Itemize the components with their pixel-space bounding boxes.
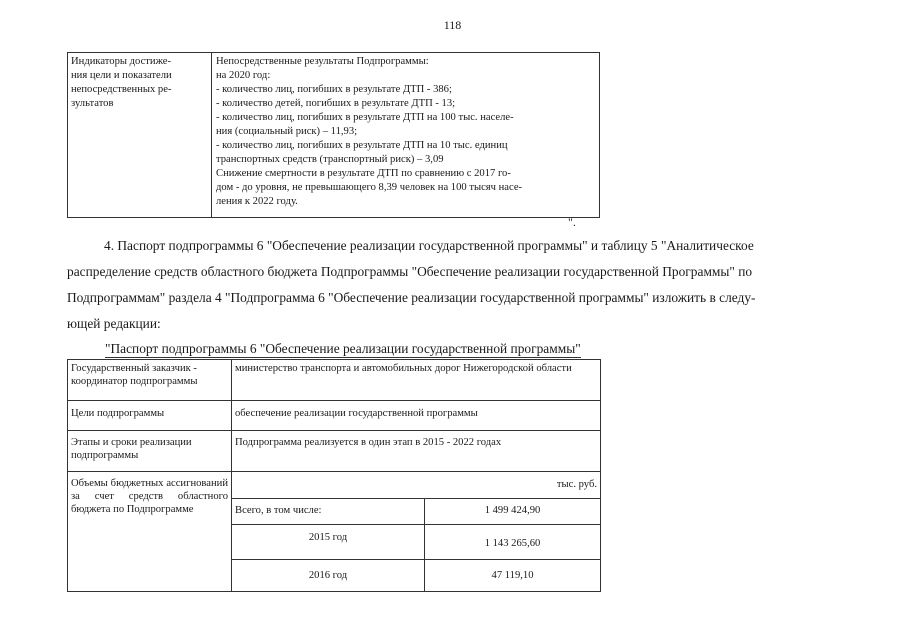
paragraph-line: Подпрограммам" раздела 4 "Подпрограмма 6 "Обеспечение реализации государственной программы" изложить в следу- xyxy=(67,290,756,305)
indicators-content-line: ления к 2022 году. xyxy=(216,196,298,207)
indicators-content-line: - количество детей, погибших в результате ДТП - 13; xyxy=(216,98,456,109)
table-row xyxy=(68,401,601,431)
amendment-paragraph xyxy=(67,233,847,337)
table-row xyxy=(68,472,601,499)
indicators-content-line: транспортных средств (транспортный риск) – 3,09 xyxy=(216,154,444,165)
indicators-label-line: ния цели и показатели xyxy=(71,70,172,81)
goals-label: Цели подпрограммы xyxy=(68,401,232,431)
indicators-content-line: ния (социальный риск) – 11,93; xyxy=(216,126,358,137)
indicators-content-line: - количество лиц, погибших в результате ДТП на 100 тыс. населе- xyxy=(216,112,514,123)
indicators-label-line: Индикаторы достиже- xyxy=(71,56,172,67)
indicators-content-line: Снижение смертности в результате ДТП по сравнению с 2017 го- xyxy=(216,168,511,179)
budget-label: Объемы бюджетных ассигнований за счет средств областного бюджета по Подпрограмме xyxy=(68,472,232,592)
paragraph-line: ющей редакции: xyxy=(67,316,161,331)
indicators-content-line: дом - до уровня, не превышающего 8,39 человек на 100 тысяч насе- xyxy=(216,182,523,193)
page-number: 118 xyxy=(443,18,462,32)
stages-label: Этапы и сроки реализации подпрограммы xyxy=(68,431,232,472)
indicators-table xyxy=(67,52,600,218)
stages-value: Подпрограмма реализуется в один этап в 2015 - 2022 годах xyxy=(232,431,601,472)
indicators-label-cell xyxy=(68,53,212,217)
budget-total-label: Всего, в том числе: xyxy=(232,499,425,525)
budget-unit: тыс. руб. xyxy=(232,472,601,499)
table-row xyxy=(68,431,601,472)
budget-total-amount: 1 499 424,90 xyxy=(425,499,601,525)
paragraph-line: 4. Паспорт подпрограммы 6 "Обеспечение реализации государственной программы" и таблицу 5 "Аналитическое xyxy=(104,238,754,253)
indicators-content-line: на 2020 год: xyxy=(216,70,271,81)
closing-quote: ". xyxy=(568,215,576,229)
passport-table xyxy=(67,359,601,592)
table-row xyxy=(68,360,601,401)
indicators-content-cell xyxy=(212,53,599,217)
indicators-content-line: - количество лиц, погибших в результате ДТП на 10 тыс. единиц xyxy=(216,140,508,151)
budget-year-amount: 1 143 265,60 xyxy=(425,525,601,560)
customer-label: Государственный заказчик - координатор подпрограммы xyxy=(68,360,232,401)
paragraph-line: распределение средств областного бюджета Подпрограммы "Обеспечение реализации государственной Программы" по xyxy=(67,264,753,279)
indicators-label-line: зультатов xyxy=(71,98,114,109)
budget-year-label: 2016 год xyxy=(232,560,425,592)
passport-title: "Паспорт подпрограммы 6 "Обеспечение реализации государственной программы" xyxy=(105,341,581,356)
indicators-content-line: Непосредственные результаты Подпрограммы: xyxy=(216,56,429,67)
budget-year-amount: 47 119,10 xyxy=(425,560,601,592)
goals-value: обеспечение реализации государственной программы xyxy=(232,401,601,431)
indicators-content-line: - количество лиц, погибших в результате ДТП - 386; xyxy=(216,84,452,95)
customer-value: министерство транспорта и автомобильных дорог Нижегородской области xyxy=(232,360,601,401)
indicators-label-line: непосредственных ре- xyxy=(71,84,172,95)
budget-year-label: 2015 год xyxy=(232,525,425,560)
